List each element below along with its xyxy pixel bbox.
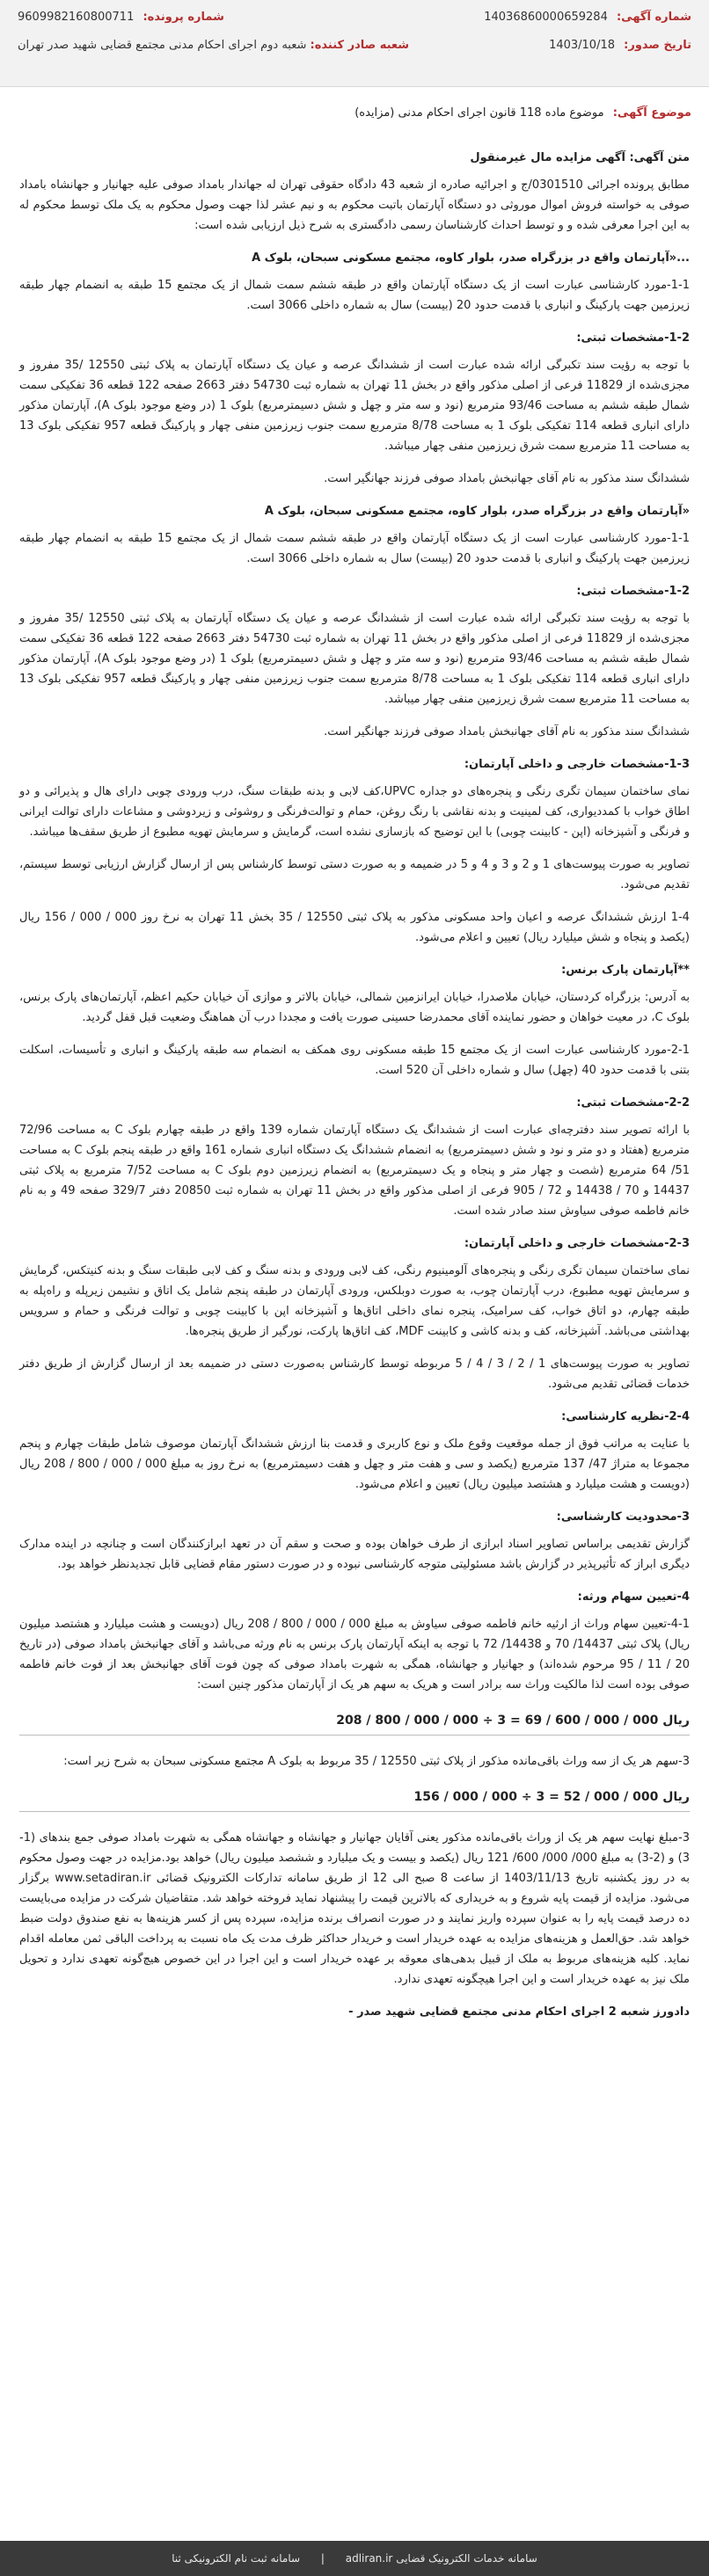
signature: دادورز شعبه 2 اجرای احکام مدنی مجتمع قضایی شهید صدر - [348,2005,690,2019]
ad-number-value: 14036860000659284 [484,11,608,24]
item2-owner: ششدانگ سند مذکور به نام آقای جهانبخش بامداد صوفی فرزند جهانگیر است. [324,725,690,739]
item1-description: 1-1-مورد کارشناسی عبارت است از یک دستگاه آپارتمان واقع در طبقه ششم سمت شمال از یک مجتمع 15 طبقه به انضمام چهار طبقه زیرزمین جهت پارکینگ و انباری با قدمت حدود 20 (بیست) سال به شماره داخلی 3066 است. [19,279,690,312]
branch-label: شعبه صادر کننده: [310,39,410,52]
intro-paragraph: مطابق پرونده اجرائی 0301510/ج و اجرائیه صادره از شعبه 43 دادگاه حقوقی تهران له جهاندار بامداد صوفی علیه جهانیار و جهانشاه بامداد صوفی به خواسته فروش اموال موروثی دو دستگاه آپارتمان باتبت محکوم به و نیم عشر لذا جهت وصول محکوم به یک ملک توسط محکوم له به این اجرا معرفی شده و و توسط احداث کارشناسان رسمی دادگستری به شرح ذیل ارزیابی شده است: [19,178,691,232]
issue-date-label: تاریخ صدور: [624,39,691,52]
item3-limits-title: 3-محدودیت کارشناسی: [556,1510,690,1524]
item1-registry-title: 1-2-مشخصات ثبتی: [576,331,690,345]
item2-registry-title: 1-2-مشخصات ثبتی: [576,585,690,598]
issue-date-value: 1403/10/18 [549,39,615,52]
footer-link-adliran[interactable]: سامانه خدمات الکترونیک قضایی adliran.ir [345,2552,537,2565]
item3-registry: با ارائه تصویر سند دفترچه‌ای عبارت است از ششدانگ یک دستگاه آپارتمان شماره 139 واقع در طبقه چهارم بلوک C به مساحت 72/96 مترمربع (هفتاد و دو متر و نود و شش دسیمترمربع) به انضمام ششدانگ یک دستگاه انباری شماره 161 واقع در طبقه پنجم بلوک C به مساحت 51/ 64 مترمربع (شصت و چهار متر و پنجاه و یک دسیمترمربع) به انضمام زیرزمین دوم بلوک C به مساحت 7/52 مترمربع به پلاک ثبتی 14437 و 70 / 14438 و 72 / 905 فرعی از اصلی مذکور واقع در بخش 11 تهران به شماره ثبت 20850 دفتر 329/7 صفحه 49 و به نام خانم فاطمه صوفی سیاوش سند صادر شده است. [19,1124,690,1218]
item1-registry: با توجه به رؤیت سند تکبرگی ارائه شده عبارت است از ششدانگ عرصه و عیان یک دستگاه آپارتمان به پلاک ثبتی 12550 /35 مفروز و مجزی‌شده از 11829 فرعی از اصلی مذکور واقع در بخش 11 تهران به شماره ثبت 54730 دفتر 2663 صفحه 122 قطعه 36 تفکیکی سمت شمال طبقه ششم به مساحت 93/46 مترمربع (نود و سه متر و چهل و شش دسیمترمربع) بلوک 1 (در وضع موجود بلوک A)، آپارتمان مذکور دارای انباری قطعه 114 تفکیکی بلوک 1 به مساحت 8/78 مترمربع سمت جنوب زیرزمین منفی چهار و پارکینگ قطعه 957 تفکیکی بلوک 13 به مساحت 11 مترمربع سمت شرق زیرزمین منفی چهار میباشد. [19,359,691,453]
item3-opinion: با عنایت به مراتب فوق از جمله موقعیت وقوع ملک و نوع کاربری و قدمت بنا ارزش ششدانگ آپارتمان موصوف شامل طبقات چهارم و پنجم مجموعا به متراژ 47/ 137 مترمربع (یکصد و سی و هفت متر و چهل و هفت دسیمترمربع) به نرخ روز به مبلغ 000 / 000 / 800 / 208 ریال (دویست و هشت میلیارد و هشتصد میلیون ریال) تعیین و اعلام می‌شود. [19,1437,690,1491]
notice-body [19,148,690,2029]
item4-shares: 4-1-تعیین سهام وراث از ارثیه خانم فاطمه صوفی سیاوش به مبلغ 000 / 000 / 800 / 208 ریال (دویست و هشت میلیارد و هشتصد میلیون ریال) پلاک ثبتی 14437/ 70 و 14438/ 72 با توجه به اینکه آپارتمان پارک برنس به نام ورثه می‌باشد و آقای جهانبخش بامداد صوفی (در تاریخ 20 / 11 / 95 مرحوم شده‌اند) و جهانیار و جهانشاه، همگی به شهرت بامداد صوفی که چون فوت آقای جهانبخش بعد از فوت خانم فاطمه صوفی بوده است لذا مالکیت وراث سه برادر است و هریک به سهم هر یک از آپارتمان مذکور چنین است: [19,1618,691,1692]
item3-photos: تصاویر به صورت پیوست‌های 1 / 2 / 3 / 4 / 5 مربوطه توسط کارشناس به‌صورت دستی در ضمیمه بعد از ارسال گزارش از طریق دفتر خدمات قضائی تقدیم می‌شود. [19,1357,690,1391]
case-number [18,11,224,24]
item3-opinion-title: 2-4-نظریه کارشناسی: [561,1410,690,1423]
final-terms: 3-مبلغ نهایت سهم هر یک از وراث باقی‌مانده مذکور یعنی آقایان جهانیار و جهانشاه و جهانشاه همگی به شهرت بامداد صوفی جمع بندهای (1-3) و (2-3) به مبلغ 000/ 000/ 600/ 121 ریال (یکصد و بیست و یک میلیارد و ششصد میلیون ریال) خواهد بود.مزایده در جهت وصول محکوم به در روز یکشنبه تاریخ 1403/11/13 از ساعت 8 صبح الی 12 از طریق سامانه تدارکات الکترونیک قضائی www.setadiran.ir برگزار می‌شود. مزایده از قیمت پایه شروع و به خریداری که بالاترین قیمت را پیشنهاد نماید فروخته خواهد شد. متقاضیان شرکت در مزایده می‌بایست ده درصد قیمت پایه را به عنوان سپرده واریز نمایند و در صورت انصراف برنده مزایده، سپرده پس از کسر هزینه‌ها به نفع صندوق دولت ضبط خواهد شد. حق‌العمل و هزینه‌های مزایده به عهده خریدار است و خریدار حداکثر ظرف مدت یک ماه نسبت به پرداخت الباقی ثمن معامله اقدام نماید. کلیه هزینه‌های مربوط به ملک از قبیل بدهی‌های معوقه بر عهده خریدار است و این اجرا در این خصوص هیچ‌گونه تعهدی ندارد و تحویل ملک نیز به عهده خریدار است و این اجرا هیچگونه تعهدی ندارد. [19,1831,691,1986]
item4-note: 3-سهم هر یک از سه وراث باقی‌مانده مذکور از پلاک ثبتی 12550 / 35 مربوط به بلوک A مجتمع مسکونی سبحان به شرح زیر است: [63,1755,690,1768]
footer-link-sana[interactable]: سامانه ثبت نام الکترونیکی ثنا [172,2552,301,2565]
item1-title: ...«آپارتمان واقع در بزرگراه صدر، بلوار کاوه، مجتمع مسکونی سبحان، بلوک A [252,251,690,265]
subject-label: موضوع آگهی: [612,106,691,120]
item2-valuation: 1-4 ارزش ششدانگ عرصه و اعیان واحد مسکونی مذکور به پلاک ثبتی 12550 / 35 بخش 11 تهران به نرخ روز 000 / 000 / 156 ریال (یکصد و پنجاه و شش میلیارد ریال) تعیین و اعلام می‌شود. [19,911,690,944]
item2-photos: تصاویر به صورت پیوست‌های 1 و 2 و 3 و 4 و 5 در ضمیمه و به صورت دستی توسط کارشناس پس از ارسال گزارش ارزیابی توسط سیستم، تقدیم می‌شود. [19,858,691,891]
branch-value: شعبه دوم اجرای احکام مدنی مجتمع قضایی شهید صدر تهران [18,39,307,52]
item2-description: 1-1-مورد کارشناسی عبارت است از یک دستگاه آپارتمان واقع در طبقه ششم سمت شمال از یک مجتمع 15 طبقه به انضمام چهار طبقه زیرزمین جهت پارکینگ و انباری با قدمت حدود 20 (بیست) سال به شماره داخلی 3066 است. [19,532,690,565]
item2-title: «آپارتمان واقع در بزرگراه صدر، بلوار کاوه، مجتمع مسکونی سبحان، بلوک A [264,505,690,518]
ad-number [484,11,691,24]
issue-date [549,39,691,52]
issuing-branch [18,39,409,52]
notice-heading: متن آگهی: آگهی مزایده مال غیرمنقول [470,151,690,164]
subject-value: موضوع ماده 118 قانون اجرای احکام مدنی (مزایده) [354,106,604,120]
item2-features: نمای ساختمان سیمان تگری رنگی و پنجره‌های دو جداره UPVC،کف لابی و بدنه طبقات سنگ، درب ورودی چوبی دارای هال و پذیرائی و دو اطاق خواب با کمددیواری، کف لمینیت و بدنه نقاشی با رنگ روغن، حمام و توالت‌فرنگی و روشوئی و زیردوشی و مشاعات دارای توالت ایرانی و فرنگی و آشپزخانه (اپن - کابینت چوبی) با این توضیح که بازسازی نشده است، گرمایش و سرمایش تهویه مطبوع از طریق سقف‌ها میباشد. [19,785,690,839]
page-footer: سامانه خدمات الکترونیک قضایی adliran.ir | سامانه ثبت نام الکترونیکی ثنا [0,2541,709,2576]
item2-registry: با توجه به رؤیت سند تکبرگی ارائه شده عبارت است از ششدانگ عرصه و عیان یک دستگاه آپارتمان به پلاک ثبتی 12550 /35 مفروز و مجزی‌شده از 11829 فرعی از اصلی مذکور واقع در بخش 11 تهران به شماره ثبت 54730 دفتر 2663 صفحه 122 قطعه 36 تفکیکی سمت شمال طبقه ششم به مساحت 93/46 مترمربع (نود و سه متر و چهل و شش دسیمترمربع) بلوک 1 (در وضع موجود بلوک A)، آپارتمان مذکور دارای انباری قطعه 114 تفکیکی بلوک 1 به مساحت 8/78 مترمربع سمت جنوب زیرزمین منفی چهار و پارکینگ قطعه 957 تفکیکی بلوک 13 به مساحت 11 مترمربع سمت شرق زیرزمین منفی چهار میباشد. [19,612,691,706]
item3-features: نمای ساختمان سیمان تگری رنگی و پنجره‌های آلومینیوم رنگی، کف لابی ورودی و بدنه سنگ و کف لابی طبقات سنگ و بدنه کنیتکس، گرمایش و سرمایش تهویه مطبوع، درب آپارتمان چوب، به صورت دوبلکس، ورودی آپارتمان در طبقه پنجم شامل یک اتاق و نشیمن زیرپله و راه‌پله به طبقه چهارم، دو اتاق خواب، کف سرامیک، پنجره نمای داخلی اتاق‌ها و آشپزخانه اپن با کابینت چوبی و توالت فرنگی و حمام و سرویس بهداشتی می‌باشد. آشپزخانه، کف و بدنه کاشی و کابینت MDF، کف اتاق‌ها پارکت، نورگیر از طریق پنجره‌ها. [19,1264,690,1338]
item3-registry-title: 2-2-مشخصات ثبتی: [576,1096,690,1110]
case-number-value: 9609982160800711 [18,11,135,24]
notice-header [0,0,709,87]
item4-title: 4-تعیین سهام ورثه: [577,1590,690,1604]
item4-total-second: ریال 000 / 000 / 52 = 3 ÷ 000 / 000 / 156 [19,1784,690,1812]
item3-title: **آپارتمان پارک برنس: [561,964,690,977]
item2-features-title: 1-3-مشخصات خارجی و داخلی آپارتمان: [464,758,690,771]
item4-total: ریال 000 / 000 / 600 / 69 = 3 ÷ 000 / 000 / 800 / 208 [19,1707,690,1736]
case-number-label: شماره پرونده: [143,11,224,24]
item3-description: 2-1-مورد کارشناسی عبارت است از یک مجتمع 15 طبقه مسکونی روی همکف به انضمام سه طبقه پارکینگ و انباری و تأسیسات، اسکلت بتنی با قدمت حدود 40 (چهل) سال و شماره داخلی آن 520 است. [19,1044,690,1077]
item3-features-title: 2-3-مشخصات خارجی و داخلی آپارتمان: [464,1237,690,1250]
item3-limits: گزارش تقدیمی براساس تصاویر اسناد ابرازی از طرف خواهان بوده و صحت و سقم آن در تعهد ابرازکنندگان است و چنانچه در اینده مدارک دیگری ابراز که تأثیرپذیر در گزارش باشد مسئولیتی متوجه کارشناسی نبوده و در صورت دستور مقام قضایی قابل تجدیدنظر خواهد بود. [19,1538,690,1571]
ad-number-label: شماره آگهی: [616,11,691,24]
item3-address: به آدرس: بزرگراه کردستان، خیابان ملاصدرا، خیابان ایرانزمین شمالی، خیابان بالاتر و موازی آن خیابان حکیم اعظم، آپارتمان‌های پارک برنس، بلوک C، در معیت خواهان و حضور نماینده آقای محمدرضا حسینی صورت یافت و مجددا درب آن هماهنگ وضعیت قبل قفل گردید. [19,991,690,1024]
notice-subject [18,104,691,123]
item1-owner: ششدانگ سند مذکور به نام آقای جهانبخش بامداد صوفی فرزند جهانگیر است. [324,472,690,485]
